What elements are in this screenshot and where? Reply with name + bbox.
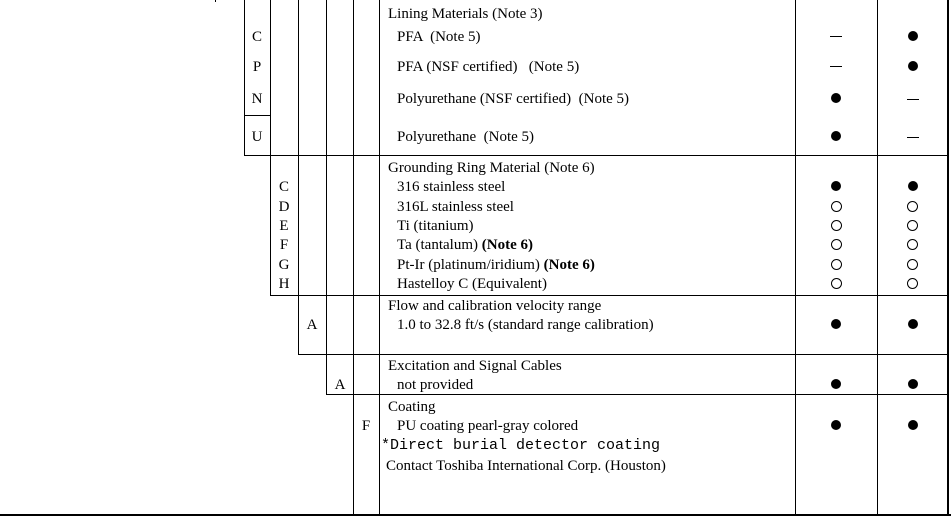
table-bottom-border [0, 514, 951, 516]
code-flow-a: A [306, 317, 318, 333]
lining-pu-nsf-col2-symbol [907, 99, 919, 100]
grounding-316ss-col1-symbol [831, 181, 841, 191]
section-separator-grounding [270, 295, 949, 296]
code-grounding-e: E [279, 218, 289, 234]
code-grounding-d: D [278, 199, 290, 215]
code-col-line-6 [353, 0, 354, 516]
grounding-label-hastelloy: Hastelloy C (Equivalent) [397, 276, 547, 292]
section-heading-lining: Lining Materials (Note 3) [388, 6, 543, 22]
coating-label-pu: PU coating pearl-gray colored [397, 418, 579, 434]
grounding-label-pt-ir [397, 256, 595, 274]
code-col-line-2 [244, 0, 245, 156]
flow-range-col2-symbol [908, 319, 918, 329]
lining-pu-col2-symbol [907, 137, 919, 138]
grounding-titanium-col2-symbol [907, 220, 918, 231]
lining-pu-col1-symbol [831, 131, 841, 141]
cables-label-not-provided: not provided [397, 377, 474, 393]
cables-col1-symbol [831, 379, 841, 389]
lining-label-pfa-nsf: PFA (NSF certified) (Note 5) [397, 59, 580, 75]
grounding-pt-ir-col1-symbol [831, 259, 842, 270]
lining-pfa-col2-symbol [908, 31, 918, 41]
column-separator-availability-1 [795, 0, 796, 516]
section-separator-lining [244, 155, 949, 156]
code-col-line-3 [270, 0, 271, 296]
lining-n-u-separator [244, 115, 271, 116]
grounding-hastelloy-col1-symbol [831, 278, 842, 289]
lining-label-polyurethane-nsf: Polyurethane (NSF certified) (Note 5) [397, 91, 630, 107]
grounding-tantalum-col2-symbol [907, 239, 918, 250]
code-grounding-c: C [278, 179, 289, 195]
grounding-label-titanium: Ti (titanium) [397, 218, 474, 234]
coating-col1-symbol [831, 420, 841, 430]
coating-col2-symbol [908, 420, 918, 430]
code-lining-u: U [251, 129, 263, 145]
section-heading-grounding: Grounding Ring Material (Note 6) [388, 160, 595, 176]
cables-col2-symbol [908, 379, 918, 389]
code-grounding-g: G [278, 257, 290, 273]
lining-label-polyurethane: Polyurethane (Note 5) [397, 129, 535, 145]
grounding-label-pt-ir-note: (Note 6) [543, 257, 595, 273]
grounding-pt-ir-col2-symbol [907, 259, 918, 270]
grounding-label-316lss: 316L stainless steel [397, 199, 514, 215]
grounding-label-tantalum-note: (Note 6) [481, 237, 533, 253]
grounding-316lss-col1-symbol [831, 201, 842, 212]
grounding-tantalum-col1-symbol [831, 239, 842, 250]
grounding-316ss-col2-symbol [908, 181, 918, 191]
grounding-label-tantalum-text: Ta (tantalum) [397, 237, 482, 253]
grounding-label-316ss: 316 stainless steel [397, 179, 506, 195]
code-grounding-f: F [279, 237, 289, 253]
code-lining-p: P [252, 59, 262, 75]
grounding-titanium-col1-symbol [831, 220, 842, 231]
grounding-label-pt-ir-text: Pt-Ir (platinum/iridium) [397, 257, 544, 273]
flow-label-range: 1.0 to 32.8 ft/s (standard range calibration) [397, 317, 654, 333]
section-heading-coating: Coating [388, 399, 436, 415]
lining-pu-nsf-col1-symbol [831, 93, 841, 103]
code-col-line-4 [298, 0, 299, 355]
column-separator-availability-2 [877, 0, 878, 516]
lining-label-pfa: PFA (Note 5) [397, 29, 481, 45]
code-coating-f: F [361, 418, 371, 434]
code-cables-a: A [334, 377, 346, 393]
section-heading-cables: Excitation and Signal Cables [388, 358, 562, 374]
grounding-316lss-col2-symbol [907, 201, 918, 212]
coating-note-contact: Contact Toshiba International Corp. (Houston) [386, 458, 666, 474]
code-lining-c: C [251, 29, 262, 45]
section-separator-flow [298, 354, 949, 355]
lining-pfa-col1-symbol [830, 36, 842, 37]
lining-pfa-nsf-col2-symbol [908, 61, 918, 71]
grounding-label-tantalum [397, 236, 533, 254]
table-right-border [947, 0, 949, 516]
coating-note-direct-burial: *Direct burial detector coating [381, 437, 661, 454]
code-grounding-h: H [278, 276, 290, 292]
lining-pfa-nsf-col1-symbol [830, 66, 842, 67]
code-lining-n: N [251, 91, 263, 107]
code-col-line-5 [326, 0, 327, 395]
grounding-hastelloy-col2-symbol [907, 278, 918, 289]
code-col-line-1 [215, 0, 216, 2]
section-separator-cables [326, 394, 949, 395]
flow-range-col1-symbol [831, 319, 841, 329]
section-heading-flow: Flow and calibration velocity range [388, 298, 602, 314]
column-separator-description [379, 0, 380, 516]
